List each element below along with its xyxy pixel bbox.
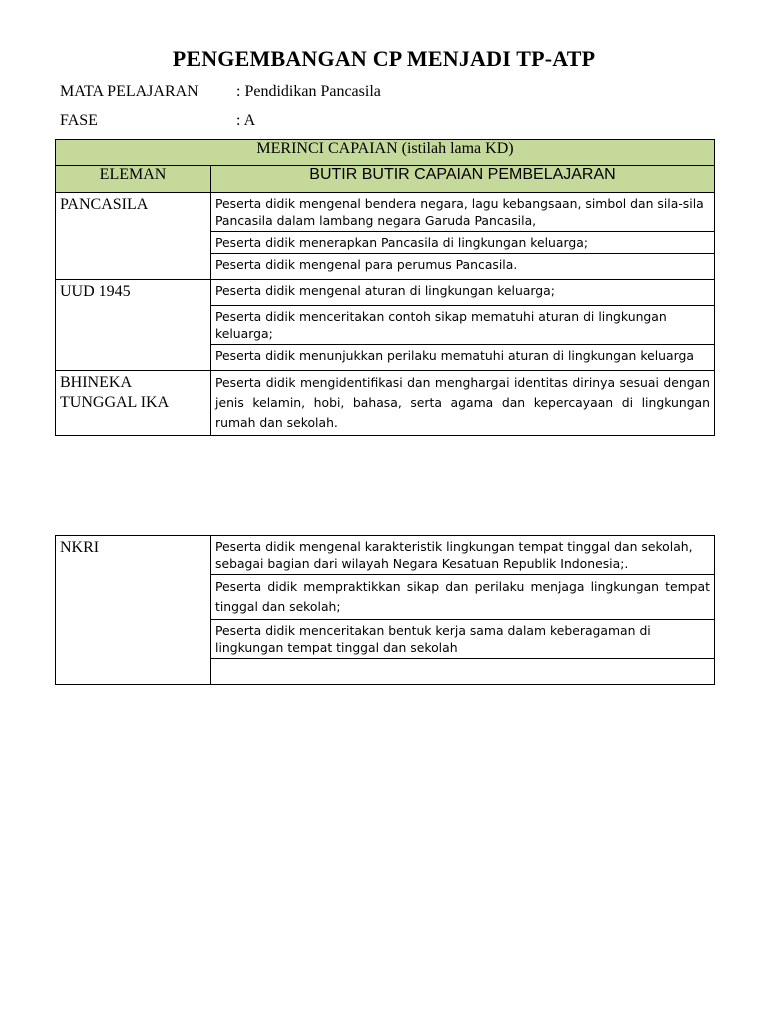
element-nkri: NKRI [56, 536, 211, 685]
element-bhineka-tunggal-ika: BHINEKA TUNGGAL IKA [56, 371, 211, 436]
capaian-item: Peserta didik mengenal bendera negara, lagu kebangsaan, simbol dan sila-sila Pancasila dalam lambang negara Garuda Pancasila, [211, 193, 715, 232]
capaian-item: Peserta didik menerapkan Pancasila di lingkungan keluarga; [211, 232, 715, 254]
phase-row [60, 112, 255, 130]
header-butir-capaian: BUTIR BUTIR CAPAIAN PEMBELAJARAN [211, 166, 715, 193]
subject-label: MATA PELAJARAN [60, 83, 199, 100]
capaian-table [55, 139, 715, 436]
element-uud-1945: UUD 1945 [56, 280, 211, 371]
capaian-item: Peserta didik mengidentifikasi dan menghargai identitas dirinya sesuai dengan jenis kelamin, hobi, bahasa, serta agama dan kepercayaan di lingkungan rumah dan sekolah. [211, 371, 715, 436]
capaian-item: Peserta didik mengenal para perumus Pancasila. [211, 254, 715, 280]
capaian-item: Peserta didik menceritakan contoh sikap mematuhi aturan di lingkungan keluarga; [211, 306, 715, 345]
phase-label: FASE [60, 112, 98, 129]
capaian-table-nkri [55, 535, 715, 685]
element-pancasila: PANCASILA [56, 193, 211, 280]
subject-row [60, 83, 381, 101]
subject-value: : Pendidikan Pancasila [236, 83, 381, 100]
capaian-item: Peserta didik menceritakan bentuk kerja sama dalam keberagaman di lingkungan tempat tinggal dan sekolah [211, 620, 715, 659]
header-elemen: ELEMAN [56, 166, 211, 193]
capaian-item: Peserta didik mengenal aturan di lingkungan keluarga; [211, 280, 715, 306]
page-title: PENGEMBANGAN CP MENJADI TP-ATP [172, 46, 596, 71]
capaian-item-empty [211, 659, 715, 685]
capaian-item: Peserta didik mengenal karakteristik lingkungan tempat tinggal dan sekolah, sebagai bagian dari wilayah Negara Kesatuan Republik Indonesia;. [211, 536, 715, 575]
table-title-cell: MERINCI CAPAIAN (istilah lama KD) [56, 140, 715, 166]
capaian-item: Peserta didik mempraktikkan sikap dan perilaku menjaga lingkungan tempat tinggal dan sekolah; [211, 575, 715, 620]
capaian-item: Peserta didik menunjukkan perilaku mematuhi aturan di lingkungan keluarga [211, 345, 715, 371]
phase-value: : A [236, 112, 256, 129]
